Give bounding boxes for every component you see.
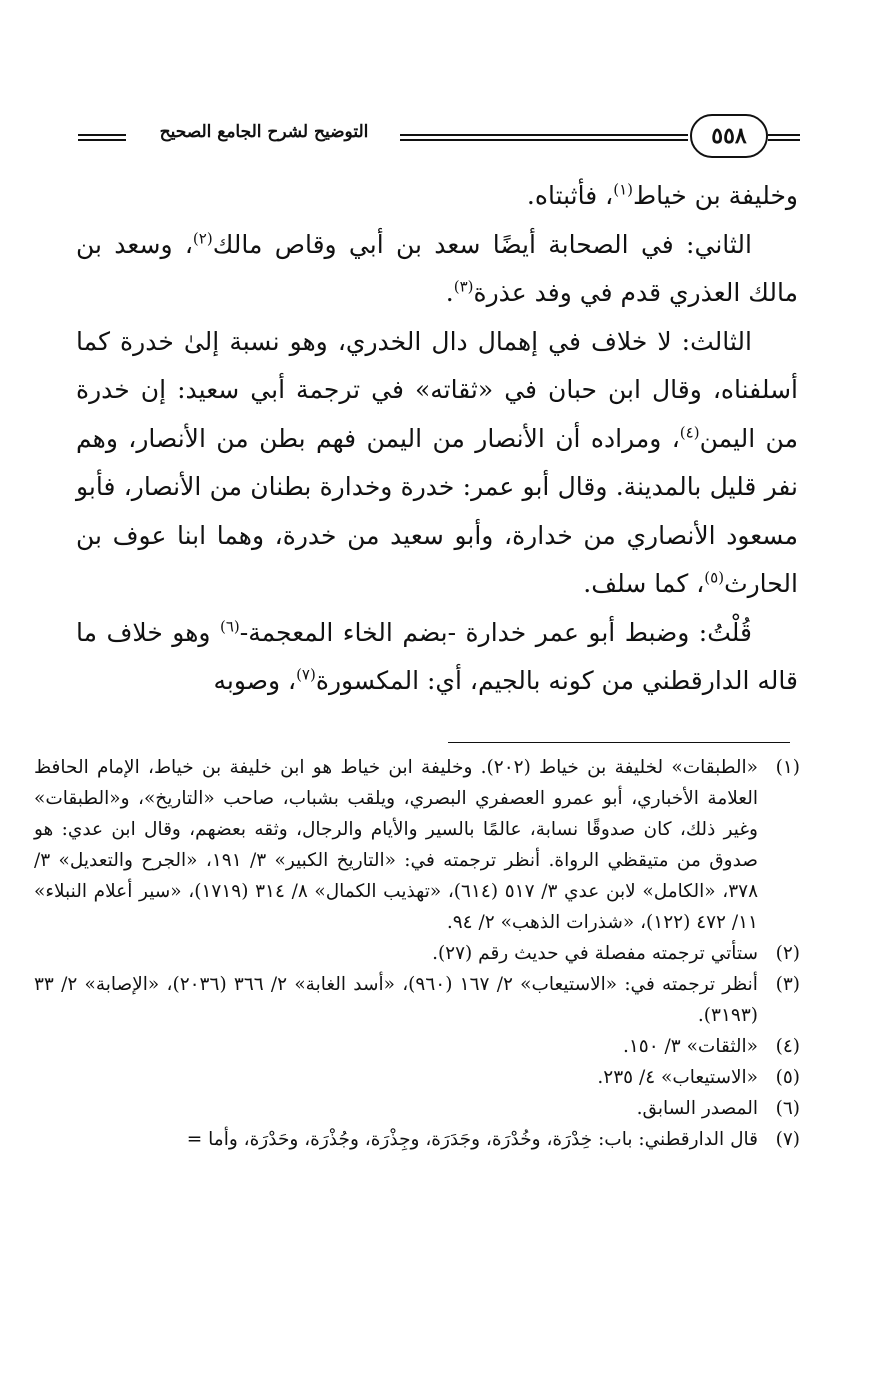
text-run: وخليفة بن خياط (632, 181, 798, 210)
footnote-item (34, 1124, 800, 1155)
footnote-text: أنظر ترجمته في: «الاستيعاب» ٢/ ١٦٧ (٩٦٠)، «أسد الغابة» ٢/ ٣٦٦ (٢٠٣٦)، «الإصابة» ٢/ ٣٣ (٣١٩٣). (34, 974, 758, 1026)
text-run: . (445, 278, 454, 307)
footnote-text: ستأتي ترجمته مفصلة في حديث رقم (٢٧). (432, 943, 758, 964)
footnote-number: (٤) (775, 1036, 800, 1057)
text-run: ، فأثبتاه. (526, 181, 614, 210)
footnote-ref[interactable]: (٥) (704, 568, 725, 587)
footnote-item (34, 1062, 800, 1093)
text-run: الثاني: في الصحابة أيضًا سعد بن أبي وقاص مالك (212, 229, 753, 259)
footnote-number: (٣) (775, 974, 800, 995)
text-run: وهو خلاف ما قاله الدارقطني من كونه بالجيم، أي: المكسورة (76, 617, 798, 695)
footnote-ref[interactable]: (٢) (192, 229, 213, 248)
paragraph-third (76, 318, 798, 609)
text-run: ، وصوبه (213, 666, 297, 695)
footnote-text: المصدر السابق. (636, 1098, 758, 1119)
footnote-ref[interactable]: (٤) (679, 423, 700, 442)
footnote-item (34, 1093, 800, 1124)
text-run: ، وسعد بن مالك العذري قدم في وفد عذرة (76, 229, 798, 307)
footnote-item (34, 938, 800, 969)
text-run: ، كما سلف. (583, 569, 705, 598)
paragraph-continuation (76, 172, 798, 221)
footnote-number: (٦) (775, 1098, 800, 1119)
footnote-item (34, 1031, 800, 1062)
footnote-number: (٢) (775, 943, 800, 964)
running-header (78, 112, 800, 164)
footnote-number: (٥) (775, 1067, 800, 1088)
footnote-number: (٧) (775, 1129, 800, 1150)
footnotes (34, 752, 800, 1155)
footnote-ref[interactable]: (٦) (219, 617, 240, 636)
footnote-text: «الثقات» ٣/ ١٥٠. (622, 1036, 758, 1057)
header-rule-right (768, 134, 800, 136)
header-rule-left (78, 134, 126, 136)
text-run: الثالث: لا خلاف في إهمال دال الخدري، وهو نسبة إلىٰ خدرة كما أسلفناه، وقال ابن حبان في «ثقاته» في ترجمة أبي سعيد: إن خدرة من اليمن (76, 326, 798, 453)
footnote-ref[interactable]: (١) (613, 180, 633, 199)
header-rule-middle (400, 134, 688, 136)
text-run: قُلْتُ: وضبط أبو عمر خدارة -بضم الخاء المعجمة- (239, 617, 752, 647)
footnote-ref[interactable]: (٣) (453, 277, 474, 296)
running-title: التوضيح لشرح الجامع الصحيح (159, 122, 369, 142)
footnote-number: (١) (775, 757, 800, 778)
footnote-item (34, 969, 800, 1031)
page-number: ٥٥٨ (690, 114, 768, 158)
footnote-text: «الاستيعاب» ٤/ ٢٣٥. (597, 1067, 758, 1088)
footnote-ref[interactable]: (٧) (296, 665, 316, 684)
main-text (76, 172, 798, 706)
footnote-separator (448, 742, 790, 743)
footnote-text: «الطبقات» لخليفة بن خياط (٢٠٢). وخليفة ابن خياط هو ابن خليفة بن خياط، الإمام الحافظ العلامة الأخباري، أبو عمرو العصفري البصري، ويلقب بشباب، صاحب «التاريخ»، و«الطبقات» وغير ذلك، كان صدوقًا نسابة، عالمًا بالسير والأيام والرجال، وثقه بعضهم، وقال ابن عدي: هو صدوق من متيقظي الرواة. أنظر ترجمته في: «التاريخ الكبير» ٣/ ١٩١، «الجرح والتعديل» ٣/ ٣٧٨، «الكامل» لابن عدي ٣/ ٥١٧ (٦١٤)، «تهذيب الكمال» ٨/ ٣١٤ (١٧١٩)، «سير أعلام النبلاء» ١١/ ٤٧٢ (١٢٢)، «شذرات الذهب» ٢/ ٩٤. (34, 757, 759, 933)
footnote-text: قال الدارقطني: باب: خِدْرَة، وخُدْرَة، وجَدَرَة، وجِذْرَة، وجُذْرَة، وحَدْرَة، وأما = (186, 1129, 758, 1150)
paragraph-second (76, 221, 798, 318)
footnote-item (34, 752, 800, 938)
text-run: ، ومراده أن الأنصار من اليمن فهم بطن من الأنصار، وهم نفر قليل بالمدينة. وقال أبو عمر: خدرة وخدارة بطنان من الأنصار، فأبو مسعود الأنصاري من خدارة، وأبو سعيد من خدرة، وهما ابنا عوف بن الحارث (76, 423, 798, 598)
paragraph-note (76, 609, 798, 706)
